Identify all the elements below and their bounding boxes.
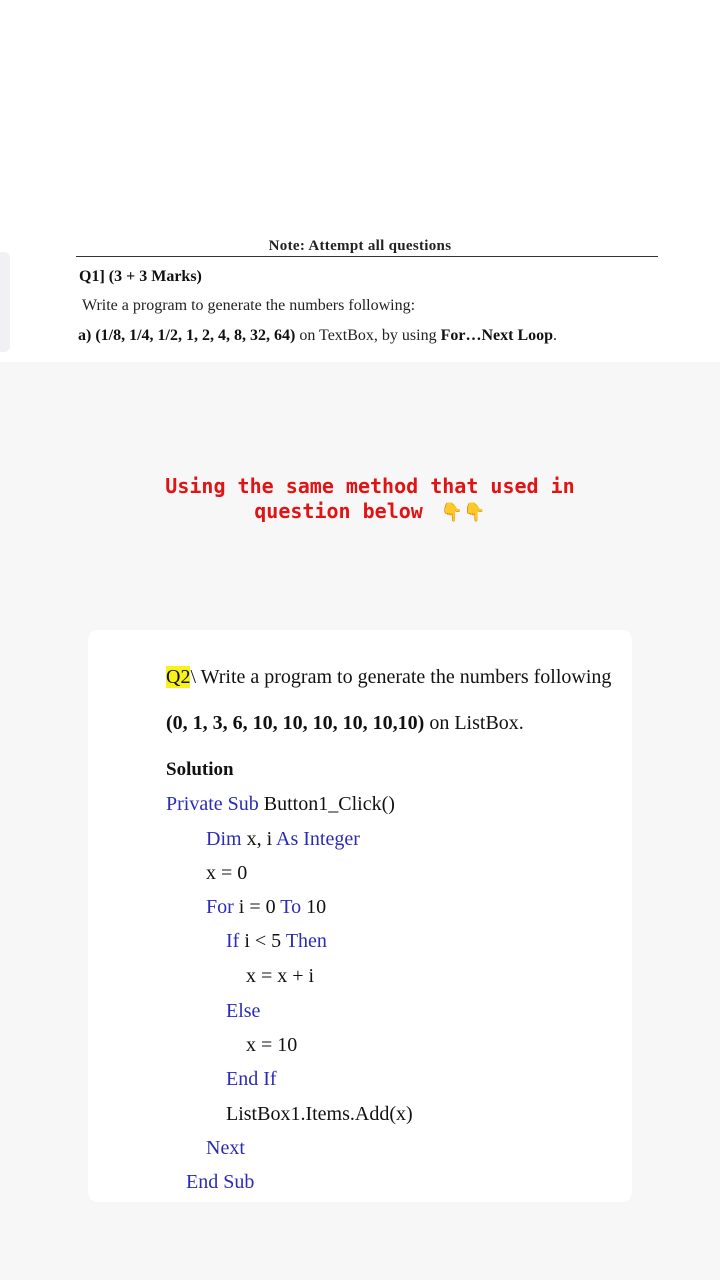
q1-label: Q1] [79,268,105,285]
code-keyword: Then [285,930,327,952]
code-text: i < 5 [244,930,282,952]
code-keyword: To [280,896,302,918]
q1-heading [79,268,202,286]
divider [76,256,658,257]
q2-question [166,666,611,689]
code-keyword: If [226,930,240,952]
scroll-edge [0,252,10,352]
code-line-9: End If [226,1068,277,1090]
code-line-7: Else [226,1000,261,1022]
code-line-8: x = 10 [246,1034,298,1056]
code-text: 10 [306,896,327,918]
code-text: Button1_Click() [263,793,395,815]
code-text: x, i [246,828,273,850]
overlay-note-line2-text: question below [254,499,423,523]
q1-marks: (3 + 3 Marks) [108,268,202,285]
solution-heading: Solution [166,759,234,780]
code-line-2 [206,828,360,851]
pointing-down-icon: 👇👇 [440,502,486,523]
note-heading: Note: Attempt all questions [268,238,452,254]
code-line-11: Next [206,1137,245,1159]
q1-part-a [78,327,557,345]
q1-part-loop: For…Next Loop [440,327,554,344]
code-line-3: x = 0 [206,862,248,884]
q2-sequence-suffix: on ListBox. [429,712,524,734]
code-line-6: x = x + i [246,965,315,987]
code-keyword: As Integer [276,828,360,850]
q2-sequence: (0, 1, 3, 6, 10, 10, 10, 10, 10,10) [166,712,425,734]
code-text: i = 0 [238,896,276,918]
q1-part-middle: on TextBox, by using [299,327,437,344]
q1-part-sequence: (1/8, 1/4, 1/2, 1, 2, 4, 8, 32, 64) [95,327,296,344]
overlay-note [100,474,640,525]
code-keyword: Private Sub [166,793,259,815]
code-line-5 [226,930,327,953]
overlay-note-line1: Using the same method that used in [165,474,575,498]
q1-part-end: . [553,327,558,344]
q2-label: Q2 [166,666,191,688]
overlay-note-line2 [100,499,640,525]
code-line-4 [206,896,326,919]
q2-text: Write a program to generate the numbers following [200,666,612,688]
code-keyword: Dim [206,828,242,850]
code-line-1 [166,793,395,816]
code-keyword: For [206,896,234,918]
q2-separator: \ [190,666,197,688]
q1-part-label: a) [78,327,92,344]
code-line-12: End Sub [186,1171,255,1193]
q2-sequence-line [166,712,524,735]
q1-description: Write a program to generate the numbers following: [82,297,416,314]
code-line-10: ListBox1.Items.Add(x) [226,1103,413,1125]
